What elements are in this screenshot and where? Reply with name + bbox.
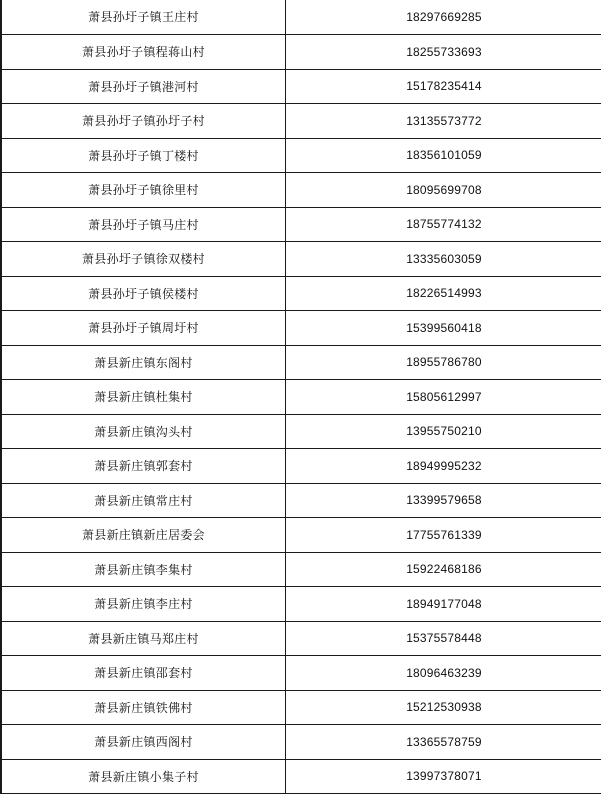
table-row: [1, 310, 601, 345]
village-name-cell: 萧县新庄镇小集子村: [1, 759, 286, 793]
village-name-cell: 萧县孙圩子镇侯楼村: [1, 276, 286, 310]
phone-number-cell: 15922468186: [286, 552, 601, 586]
phone-number-cell: 15399560418: [286, 310, 601, 345]
village-name-cell: 萧县新庄镇郭套村: [1, 448, 286, 483]
phone-number-cell: 15178235414: [286, 69, 601, 103]
village-name-cell: 萧县新庄镇西阁村: [1, 724, 286, 759]
phone-number-cell: 18755774132: [286, 207, 601, 241]
table-row: [1, 724, 601, 759]
phone-number-cell: 18297669285: [286, 0, 601, 34]
village-name-cell: 萧县新庄镇李庄村: [1, 586, 286, 621]
village-name-cell: 萧县孙圩子镇孙圩子村: [1, 103, 286, 138]
village-name-cell: 萧县新庄镇马郑庄村: [1, 621, 286, 655]
table-row: [1, 586, 601, 621]
table-row: [1, 759, 601, 793]
village-name-cell: 萧县孙圩子镇徐双楼村: [1, 241, 286, 276]
phone-number-cell: 18096463239: [286, 655, 601, 690]
table-row: [1, 276, 601, 310]
village-name-cell: 萧县孙圩子镇徐里村: [1, 172, 286, 207]
village-name-cell: 萧县孙圩子镇王庄村: [1, 0, 286, 34]
table-row: [1, 69, 601, 103]
phone-number-cell: 13955750210: [286, 414, 601, 448]
phone-number-cell: 13399579658: [286, 483, 601, 517]
village-name-cell: 萧县新庄镇邵套村: [1, 655, 286, 690]
table-row: [1, 655, 601, 690]
table-row: [1, 621, 601, 655]
village-name-cell: 萧县新庄镇新庄居委会: [1, 517, 286, 552]
village-name-cell: 萧县孙圩子镇港河村: [1, 69, 286, 103]
village-name-cell: 萧县孙圩子镇周圩村: [1, 310, 286, 345]
phone-number-cell: 15375578448: [286, 621, 601, 655]
phone-number-cell: 15805612997: [286, 379, 601, 414]
table-row: [1, 448, 601, 483]
phone-number-cell: 13335603059: [286, 241, 601, 276]
table-row: [1, 0, 601, 34]
phone-number-cell: 17755761339: [286, 517, 601, 552]
village-name-cell: 萧县孙圩子镇程蒋山村: [1, 34, 286, 69]
phone-number-cell: 18356101059: [286, 138, 601, 172]
table-row: [1, 414, 601, 448]
table-row: [1, 690, 601, 724]
village-name-cell: 萧县新庄镇铁佛村: [1, 690, 286, 724]
phone-number-cell: 13997378071: [286, 759, 601, 793]
table-row: [1, 138, 601, 172]
phone-number-cell: 13135573772: [286, 103, 601, 138]
phone-number-cell: 15212530938: [286, 690, 601, 724]
table-row: [1, 34, 601, 69]
village-name-cell: 萧县新庄镇李集村: [1, 552, 286, 586]
table-body: [1, 0, 601, 793]
table-row: [1, 379, 601, 414]
village-name-cell: 萧县孙圩子镇马庄村: [1, 207, 286, 241]
phone-number-cell: 18949995232: [286, 448, 601, 483]
table-row: [1, 172, 601, 207]
phone-number-cell: 13365578759: [286, 724, 601, 759]
table-row: [1, 483, 601, 517]
phone-number-cell: 18226514993: [286, 276, 601, 310]
table-row: [1, 103, 601, 138]
phone-number-cell: 18949177048: [286, 586, 601, 621]
table-row: [1, 207, 601, 241]
table-row: [1, 552, 601, 586]
phone-number-cell: 18955786780: [286, 345, 601, 379]
village-name-cell: 萧县孙圩子镇丁楼村: [1, 138, 286, 172]
table-row: [1, 345, 601, 379]
table-row: [1, 517, 601, 552]
phone-number-cell: 18255733693: [286, 34, 601, 69]
village-name-cell: 萧县新庄镇常庄村: [1, 483, 286, 517]
village-name-cell: 萧县新庄镇沟头村: [1, 414, 286, 448]
village-name-cell: 萧县新庄镇东阁村: [1, 345, 286, 379]
phone-number-cell: 18095699708: [286, 172, 601, 207]
table-row: [1, 241, 601, 276]
village-name-cell: 萧县新庄镇杜集村: [1, 379, 286, 414]
